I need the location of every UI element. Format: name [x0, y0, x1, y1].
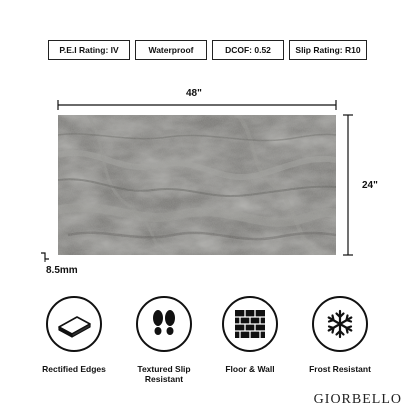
feature-label: Textured Slip Resistant: [137, 364, 191, 384]
feature-floor-wall: [206, 296, 294, 374]
thickness-label: 8.5mm: [46, 265, 78, 276]
slip-rating-badge: Slip Rating: R10: [289, 40, 367, 60]
feature-icon-circle: [136, 296, 192, 352]
feature-label: Floor & Wall: [225, 364, 275, 374]
footprints-icon: [146, 306, 182, 342]
feature-icon-circle: [222, 296, 278, 352]
tile-sample-image: [58, 115, 336, 255]
feature-icon-circle: [312, 296, 368, 352]
rectified-edges-icon: [55, 305, 93, 343]
brand-logo: GIORBELLO: [313, 392, 402, 407]
snowflake-icon: [325, 309, 355, 339]
width-label: 48": [186, 88, 202, 99]
pei-rating-badge: P.E.I Rating: IV: [48, 40, 130, 60]
height-label: 24": [362, 180, 378, 191]
brick-wall-icon: [234, 309, 266, 339]
waterproof-badge: Waterproof: [135, 40, 207, 60]
feature-icon-circle: [46, 296, 102, 352]
marble-texture: [58, 115, 336, 255]
dcof-rating-badge: DCOF: 0.52: [212, 40, 284, 60]
feature-label: Rectified Edges: [42, 364, 106, 374]
feature-label: Frost Resistant: [309, 364, 371, 374]
feature-rectified-edges: [30, 296, 118, 374]
feature-slip-resistant: [120, 296, 208, 384]
feature-frost-resistant: [296, 296, 384, 374]
